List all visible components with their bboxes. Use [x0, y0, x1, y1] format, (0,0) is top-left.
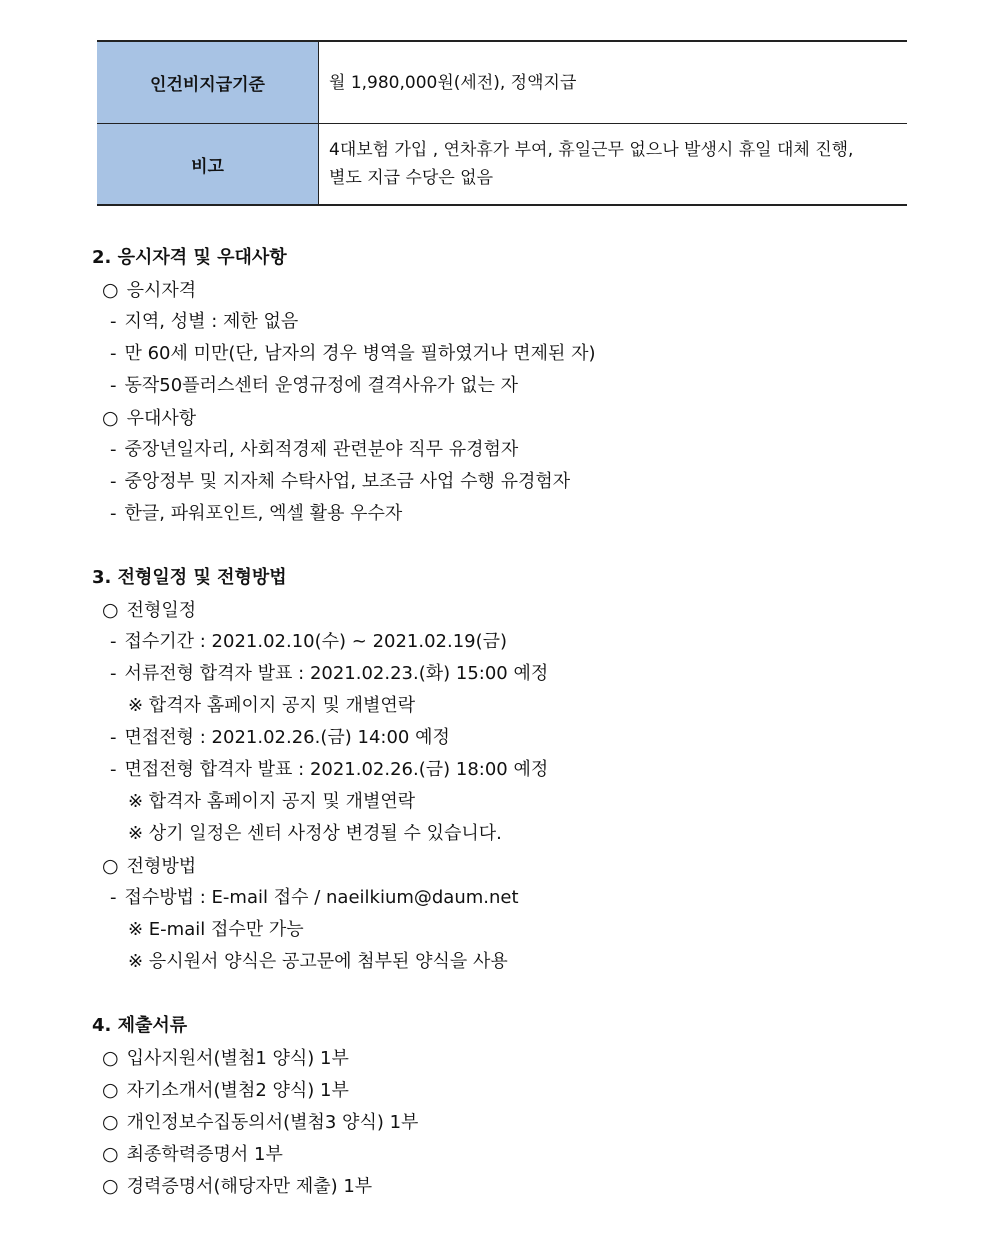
- table-row: [97, 124, 907, 206]
- dash-bullet-icon: -: [110, 343, 117, 364]
- table-value-cell: 월 1,980,000원(세전), 정액지급: [319, 41, 908, 124]
- dash-bullet-icon: -: [110, 727, 117, 748]
- list-item: [102, 1143, 283, 1166]
- list-item: [110, 503, 402, 525]
- note-line: ※ E-mail 접수만 가능: [128, 919, 304, 940]
- circle-bullet-icon: ○: [102, 1175, 119, 1197]
- dash-bullet-icon: -: [110, 759, 117, 780]
- dash-bullet-icon: -: [110, 503, 117, 524]
- dash-bullet-icon: -: [110, 887, 117, 908]
- note-line: ※ 상기 일정은 센터 사정상 변경될 수 있습니다.: [128, 823, 502, 844]
- subheading-text: 전형방법: [126, 856, 197, 877]
- circle-bullet-icon: ○: [102, 407, 119, 429]
- salary-info-table: [97, 40, 907, 206]
- list-item-text: 중장년일자리, 사회적경제 관련분야 직무 유경험자: [124, 439, 519, 460]
- list-item: [110, 471, 570, 493]
- list-item-text: 한글, 파워포인트, 엑셀 활용 우수자: [124, 503, 403, 524]
- subheading: [102, 407, 196, 430]
- list-item-text: 입사지원서(별첨1 양식) 1부: [126, 1048, 349, 1069]
- subheading: [102, 855, 196, 878]
- circle-bullet-icon: ○: [102, 1079, 119, 1101]
- list-item-text: 면접전형 : 2021.02.26.(금) 14:00 예정: [124, 727, 450, 748]
- list-item-text: 접수기간 : 2021.02.10(수) ~ 2021.02.19(금): [124, 631, 508, 652]
- subheading-text: 응시자격: [126, 280, 197, 301]
- list-item-text: 만 60세 미만(단, 남자의 경우 병역을 필하였거나 면제된 자): [124, 343, 596, 364]
- subheading: [102, 599, 196, 622]
- circle-bullet-icon: ○: [102, 855, 119, 877]
- list-item-text: 서류전형 합격자 발표 : 2021.02.23.(화) 15:00 예정: [124, 663, 549, 684]
- list-item-text: 면접전형 합격자 발표 : 2021.02.26.(금) 18:00 예정: [124, 759, 549, 780]
- circle-bullet-icon: ○: [102, 599, 119, 621]
- dash-bullet-icon: -: [110, 471, 117, 492]
- circle-bullet-icon: ○: [102, 1047, 119, 1069]
- note-line: ※ 합격자 홈페이지 공지 및 개별연락: [128, 791, 416, 812]
- list-item: [110, 887, 519, 909]
- list-item: [110, 663, 548, 685]
- list-item: [110, 343, 595, 365]
- table-header-cell: 인건비지급기준: [97, 41, 319, 124]
- subheading-text: 우대사항: [126, 408, 197, 429]
- table-header-cell: 비고: [97, 124, 319, 206]
- list-item-text: 접수방법 : E-mail 접수 / naeilkium@daum.net: [124, 887, 519, 908]
- list-item-text: 중앙정부 및 지자체 수탁사업, 보조금 사업 수행 유경험자: [124, 471, 571, 492]
- list-item: [110, 631, 507, 653]
- note-line: ※ 합격자 홈페이지 공지 및 개별연락: [128, 695, 416, 716]
- list-item-text: 개인정보수집동의서(별첨3 양식) 1부: [126, 1112, 419, 1133]
- list-item: [102, 1111, 418, 1134]
- section-title: 3. 전형일정 및 전형방법: [92, 567, 287, 588]
- table-value-cell: [319, 124, 908, 206]
- dash-bullet-icon: -: [110, 631, 117, 652]
- remark-line: 별도 지급 수당은 없음: [329, 168, 494, 188]
- dash-bullet-icon: -: [110, 311, 117, 332]
- list-item: [110, 311, 298, 333]
- list-item: [102, 1047, 349, 1070]
- subheading: [102, 279, 196, 302]
- list-item-text: 최종학력증명서 1부: [126, 1144, 283, 1165]
- note-line: ※ 응시원서 양식은 공고문에 첨부된 양식을 사용: [128, 951, 508, 972]
- list-item: [110, 439, 518, 461]
- section-title: 4. 제출서류: [92, 1015, 188, 1036]
- list-item-text: 자기소개서(별첨2 양식) 1부: [126, 1080, 349, 1101]
- list-item-text: 동작50플러스센터 운영규정에 결격사유가 없는 자: [124, 375, 519, 396]
- list-item: [102, 1175, 372, 1198]
- remark-line: 4대보험 가입 , 연차휴가 부여, 휴일근무 없으나 발생시 휴일 대체 진행,: [329, 140, 854, 160]
- list-item-text: 지역, 성별 : 제한 없음: [124, 311, 299, 332]
- list-item-text: 경력증명서(해당자만 제출) 1부: [126, 1176, 373, 1197]
- circle-bullet-icon: ○: [102, 1111, 119, 1133]
- section-title: 2. 응시자격 및 우대사항: [92, 247, 287, 268]
- dash-bullet-icon: -: [110, 439, 117, 460]
- list-item: [102, 1079, 349, 1102]
- circle-bullet-icon: ○: [102, 279, 119, 301]
- dash-bullet-icon: -: [110, 663, 117, 684]
- list-item: [110, 375, 518, 397]
- list-item: [110, 727, 450, 749]
- circle-bullet-icon: ○: [102, 1143, 119, 1165]
- table-row: [97, 41, 907, 124]
- subheading-text: 전형일정: [126, 600, 197, 621]
- dash-bullet-icon: -: [110, 375, 117, 396]
- list-item: [110, 759, 548, 781]
